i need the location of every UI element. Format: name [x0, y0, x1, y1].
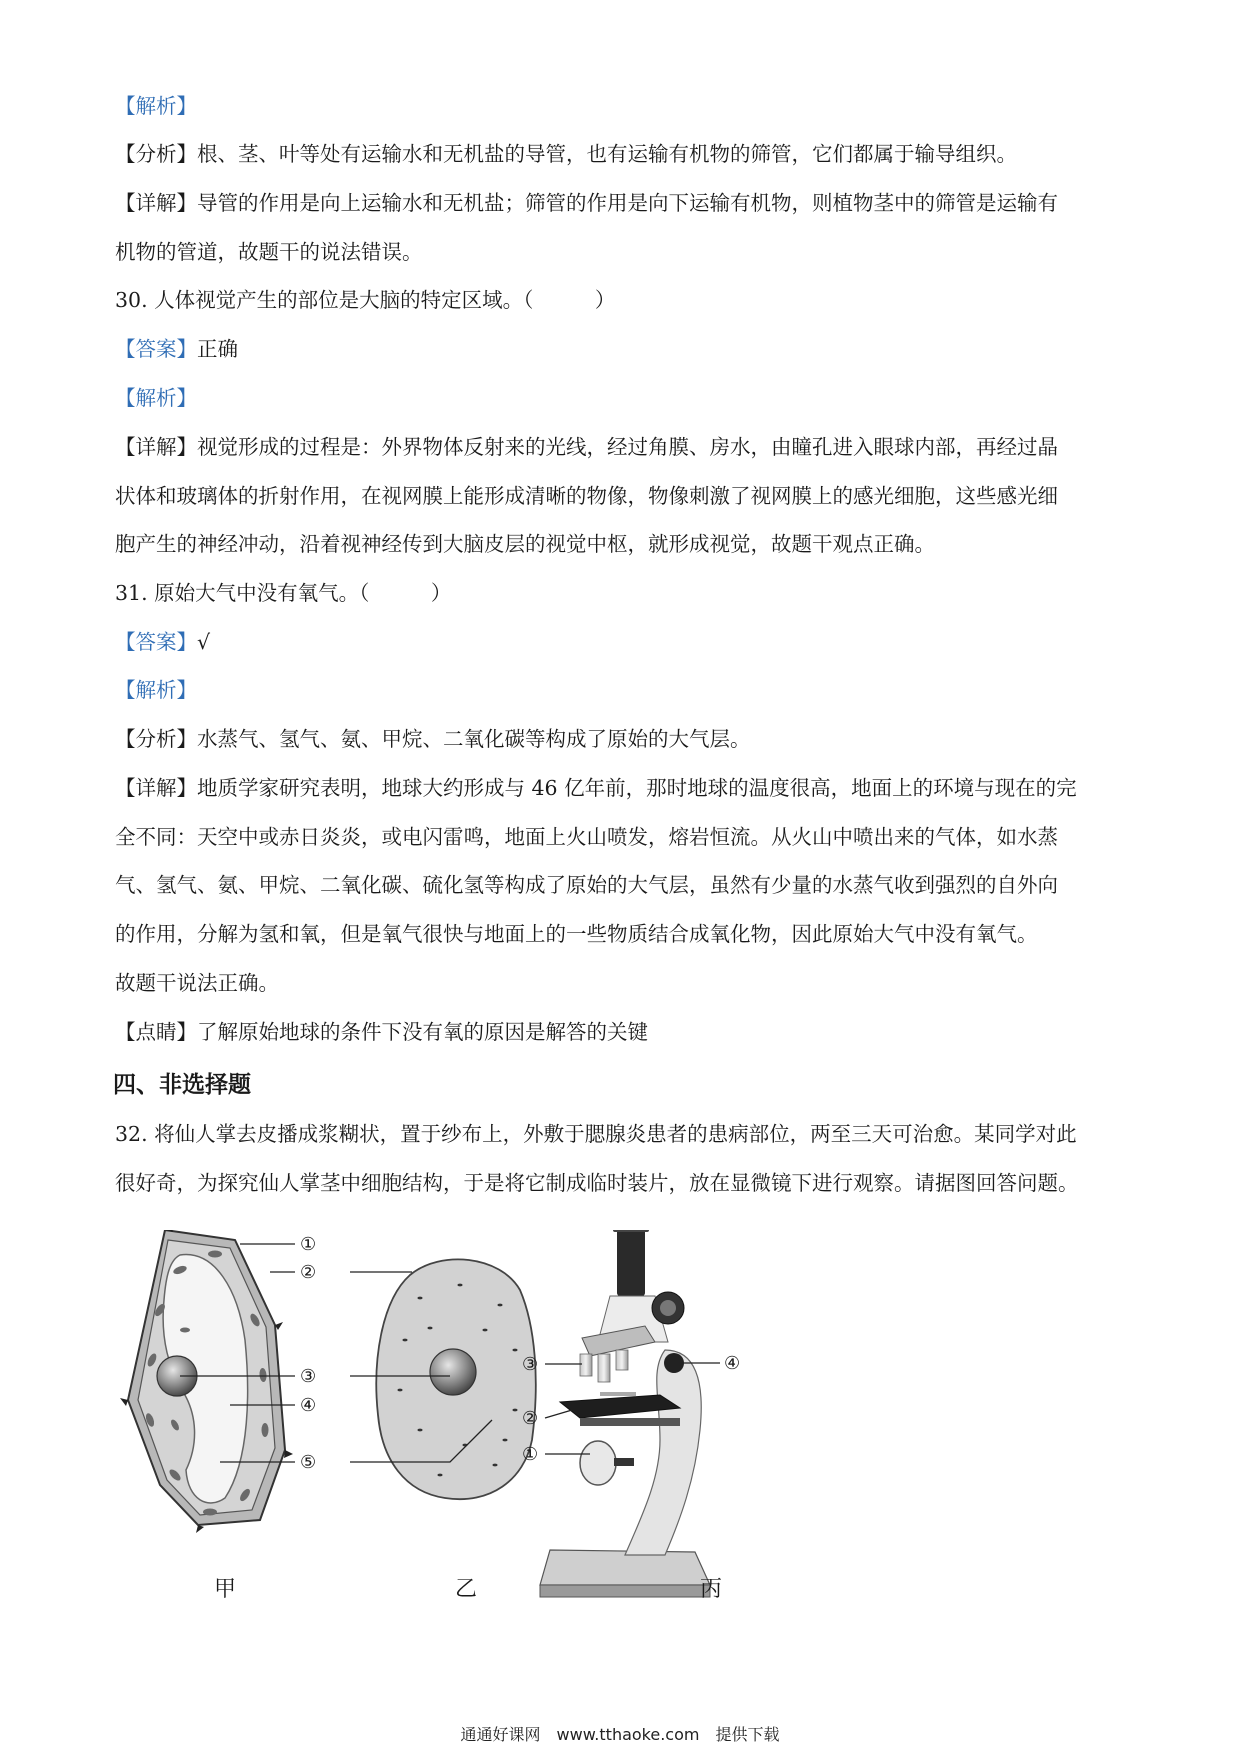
analysis-heading-30: 【解析】 [115, 386, 197, 410]
figure-cells-microscope [120, 1230, 860, 1620]
question-32-line-2: 很好奇，为探究仙人掌茎中细胞结构，于是将它制成临时装片，放在显微镜下进行观察。请据图回答问题。 [115, 1171, 1079, 1195]
microscope-label-3: ③ [522, 1354, 539, 1375]
explanation-31-line-3: 气、氢气、氨、甲烷、二氧化碳、硫化氢等构成了原始的大气层，虽然有少量的水蒸气收到强烈的自外向 [115, 873, 1058, 897]
microscope-label-1: ① [522, 1444, 539, 1465]
caption-yi: 乙 [455, 1577, 478, 1602]
question-32-line-1: 32. 将仙人掌去皮播成浆糊状，置于纱布上，外敷于腮腺炎患者的患病部位，两至三天可治愈。某同学对此 [115, 1122, 1077, 1146]
explanation-30-line-1: 【详解】视觉形成的过程是：外界物体反射来的光线，经过角膜、房水，由瞳孔进入眼球内部，再经过晶 [115, 435, 1058, 459]
explanation-31-line-1: 【详解】地质学家研究表明，地球大约形成与 46 亿年前，那时地球的温度很高，地面上的环境与现在的完 [115, 776, 1077, 800]
section-title: 四、非选择题 [113, 1072, 251, 1098]
explanation-30-line-2: 状体和玻璃体的折射作用，在视网膜上能形成清晰的物像，物像刺激了视网膜上的感光细胞，这些感光细 [115, 484, 1058, 508]
animal-cell-diagram [350, 1259, 539, 1499]
analysis-line: 【分析】根、茎、叶等处有运输水和无机盐的导管，也有运输有机物的筛管，它们都属于输导组织。 [115, 142, 1017, 166]
explanation-31-line-2: 全不同：天空中或赤日炎炎，或电闪雷鸣，地面上火山喷发，熔岩恒流。从火山中喷出来的气体，如水蒸 [115, 825, 1058, 849]
answer-30: 【答案】正确 [115, 337, 238, 361]
question-31: 31. 原始大气中没有氧气。（ ） [115, 581, 452, 605]
explanation-30-line-3: 胞产生的神经冲动，沿着视神经传到大脑皮层的视觉中枢，就形成视觉，故题干观点正确。 [115, 532, 935, 556]
cell-a-label-3: ③ [300, 1366, 317, 1387]
microscope-label-2: ② [522, 1408, 539, 1429]
plant-cell-diagram [120, 1230, 316, 1533]
caption-bing: 丙 [700, 1577, 723, 1602]
footer-watermark: 通通好课网 www.tthaoke.com 提供下载 [460, 1725, 780, 1744]
cell-a-label-4: ④ [300, 1395, 317, 1416]
caption-jia: 甲 [214, 1577, 237, 1602]
cell-a-label-2: ② [300, 1262, 317, 1283]
analysis-heading-31: 【解析】 [115, 678, 197, 702]
explanation-31-line-5: 故题干说法正确。 [115, 971, 279, 995]
analysis-31: 【分析】水蒸气、氢气、氨、甲烷、二氧化碳等构成了原始的大气层。 [115, 727, 751, 751]
answer-31: 【答案】√ [115, 630, 211, 654]
explanation-line-cont: 机物的管道，故题干的说法错误。 [115, 240, 423, 264]
microscope-diagram [522, 1230, 740, 1597]
cell-a-label-5: ⑤ [300, 1452, 317, 1473]
question-30: 30. 人体视觉产生的部位是大脑的特定区域。（ ） [115, 288, 616, 312]
explanation-31-line-4: 的作用，分解为氢和氧，但是氧气很快与地面上的一些物质结合成氧化物，因此原始大气中没有氧气。 [115, 922, 1038, 946]
analysis-heading: 【解析】 [115, 94, 197, 118]
cell-a-label-1: ① [300, 1234, 317, 1255]
explanation-line: 【详解】导管的作用是向上运输水和无机盐；筛管的作用是向下运输有机物，则植物茎中的筛管是运输有 [115, 191, 1058, 215]
microscope-label-4: ④ [724, 1353, 741, 1374]
key-point-31: 【点睛】了解原始地球的条件下没有氧的原因是解答的关键 [115, 1020, 648, 1044]
